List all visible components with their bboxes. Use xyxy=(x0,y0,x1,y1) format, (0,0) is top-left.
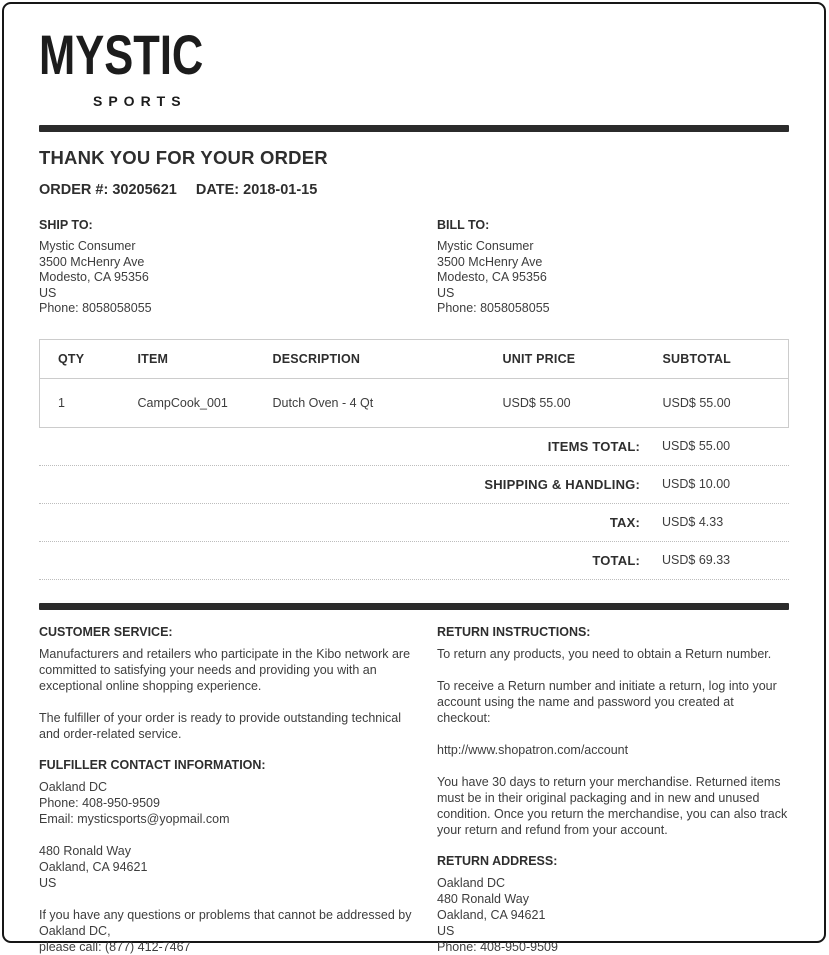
item-unit-price: USD$ 55.00 xyxy=(502,395,571,410)
item-column-header: ITEM xyxy=(120,339,255,378)
address-section xyxy=(39,218,789,317)
logo-subtitle: SPORTS xyxy=(93,93,187,109)
top-divider-bar xyxy=(39,125,789,132)
order-number-value: 30205621 xyxy=(112,182,177,198)
return-instructions-paragraph-1: To return any products, you need to obtain a Return number. xyxy=(437,646,772,661)
bill-to-street: 3500 McHenry Ave xyxy=(437,254,543,269)
bill-to-heading: BILL TO: xyxy=(437,218,490,232)
mystic-sports-logo xyxy=(39,24,789,109)
help-phone: please call: (877) 412-7467 xyxy=(39,939,191,954)
return-address-country: US xyxy=(437,923,455,938)
items-total-value: USD$ 55.00 xyxy=(662,439,731,453)
order-confirmation-page xyxy=(2,2,826,954)
fulfiller-name: Oakland DC xyxy=(39,779,108,794)
footer-section xyxy=(39,625,789,955)
logo-title: MYSTIC xyxy=(39,24,204,87)
fulfiller-address-block xyxy=(39,843,425,891)
ship-to-street: 3500 McHenry Ave xyxy=(39,254,145,269)
ship-to-country: US xyxy=(39,285,57,300)
bill-to-phone: Phone: 8058058055 xyxy=(437,301,550,315)
ship-to-city: Modesto, CA 95356 xyxy=(39,270,149,284)
footer-divider-bar xyxy=(39,603,789,610)
ship-to-heading: SHIP TO: xyxy=(39,218,93,232)
bill-to-block xyxy=(437,218,789,317)
item-qty: 1 xyxy=(58,395,65,410)
fulfiller-phone: Phone: 408-950-9509 xyxy=(39,795,160,810)
table-row xyxy=(40,378,789,427)
fulfiller-contact-heading: FULFILLER CONTACT INFORMATION: xyxy=(39,757,266,772)
shipping-handling-value: USD$ 10.00 xyxy=(662,477,731,491)
grand-total-label: TOTAL: xyxy=(592,552,640,568)
grand-total-row xyxy=(39,542,789,580)
customer-service-heading: CUSTOMER SERVICE: xyxy=(39,624,173,639)
tax-value: USD$ 4.33 xyxy=(662,515,724,529)
order-date-label: DATE: xyxy=(195,182,240,198)
account-url: http://www.shopatron.com/account xyxy=(437,742,629,757)
ship-to-name: Mystic Consumer xyxy=(39,239,136,253)
return-address-city: Oakland, CA 94621 xyxy=(437,907,546,922)
fulfiller-email: Email: mysticsports@yopmail.com xyxy=(39,811,230,826)
return-address-street: 480 Ronald Way xyxy=(437,891,529,906)
return-instructions-paragraph-3: You have 30 days to return your merchandise. Returned items must be in their original packaging and in new and unused condition. Once you return the merchandise, you can also track your return and refund from your account. xyxy=(437,774,788,837)
return-address-name: Oakland DC xyxy=(437,875,506,890)
ship-to-phone: Phone: 8058058055 xyxy=(39,301,152,315)
subtotal-column-header: SUBTOTAL xyxy=(645,339,789,378)
fulfiller-contact-block xyxy=(39,779,425,827)
order-date-value: 2018-01-15 xyxy=(243,182,318,198)
tax-row xyxy=(39,504,789,542)
fulfiller-street: 480 Ronald Way xyxy=(39,843,131,858)
order-items-table xyxy=(39,339,789,428)
return-instructions-column xyxy=(437,625,789,955)
return-instructions-paragraph-2: To receive a Return number and initiate a return, log into your account using the name and password you created at checkout: xyxy=(437,678,777,725)
items-total-label: ITEMS TOTAL: xyxy=(547,438,640,454)
unit-price-column-header: UNIT PRICE xyxy=(485,339,645,378)
fulfiller-help-block xyxy=(39,907,425,955)
shipping-handling-label: SHIPPING & HANDLING: xyxy=(484,476,640,492)
item-subtotal: USD$ 55.00 xyxy=(662,395,731,410)
return-address-heading: RETURN ADDRESS: xyxy=(437,853,558,868)
fulfiller-city: Oakland, CA 94621 xyxy=(39,859,148,874)
bill-to-country: US xyxy=(437,285,455,300)
customer-service-paragraph-1: Manufacturers and retailers who participate in the Kibo network are committed to satisfying your needs and providing you with an exceptional online shopping experience. xyxy=(39,646,411,693)
ship-to-block xyxy=(39,218,437,317)
items-total-row xyxy=(39,428,789,466)
return-instructions-heading: RETURN INSTRUCTIONS: xyxy=(437,624,591,639)
bill-to-city: Modesto, CA 95356 xyxy=(437,270,547,284)
help-line-2: Oakland DC, xyxy=(39,923,111,938)
shipping-handling-row xyxy=(39,466,789,504)
item-sku: CampCook_001 xyxy=(137,395,228,410)
order-number-label: ORDER #: xyxy=(39,182,109,198)
order-meta-line xyxy=(39,182,789,198)
item-description: Dutch Oven - 4 Qt xyxy=(272,395,374,410)
help-line-1: If you have any questions or problems that cannot be addressed by xyxy=(39,907,412,922)
grand-total-value: USD$ 69.33 xyxy=(662,553,731,567)
customer-service-column xyxy=(39,625,437,955)
fulfiller-country: US xyxy=(39,875,57,890)
description-column-header: DESCRIPTION xyxy=(255,339,485,378)
bill-to-name: Mystic Consumer xyxy=(437,239,534,253)
qty-column-header: QTY xyxy=(40,339,120,378)
return-address-phone: Phone: 408-950-9509 xyxy=(437,939,558,954)
tax-label: TAX: xyxy=(609,514,640,530)
totals-section xyxy=(39,428,789,580)
return-address-block xyxy=(437,875,789,955)
page-title: THANK YOU FOR YOUR ORDER xyxy=(39,147,328,168)
table-header-row xyxy=(40,339,789,378)
customer-service-paragraph-2: The fulfiller of your order is ready to provide outstanding technical and order-related service. xyxy=(39,710,401,741)
